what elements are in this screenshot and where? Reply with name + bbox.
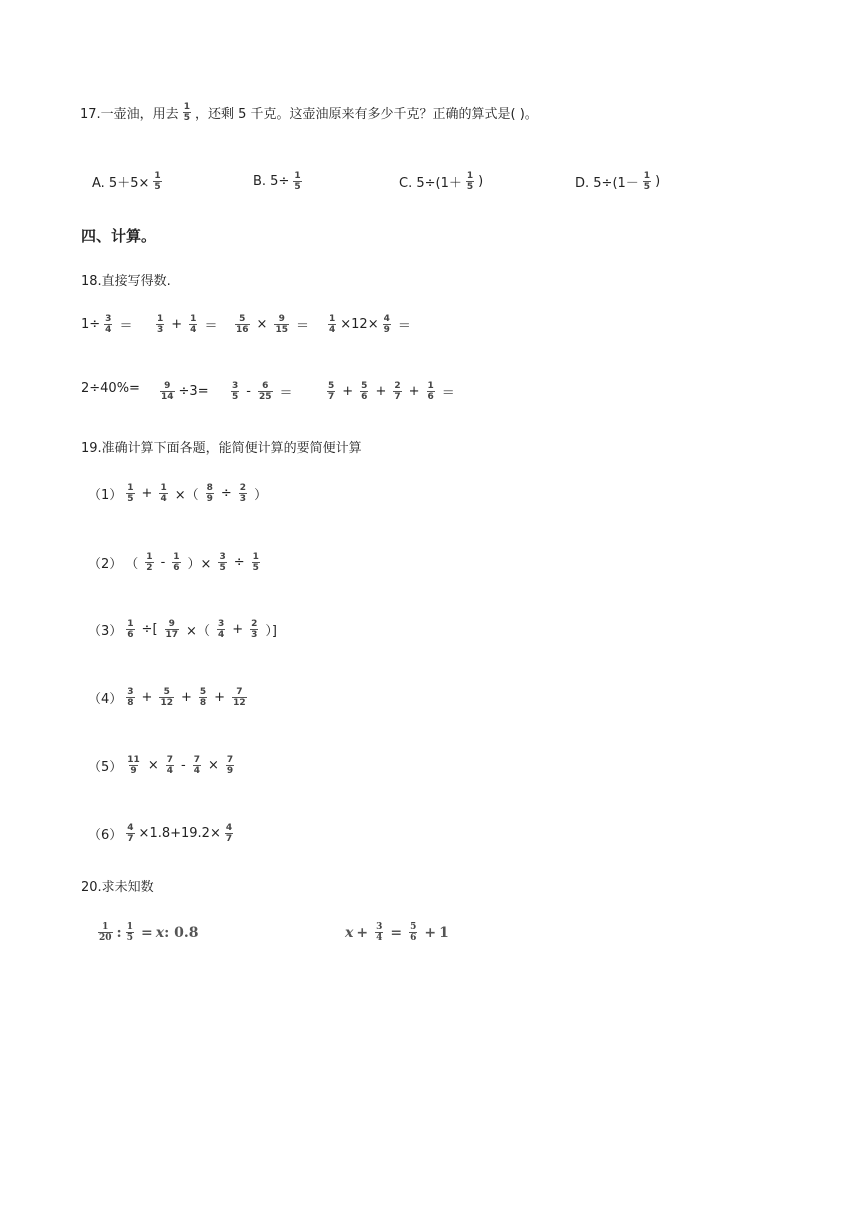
q18-row1-expr1 [81, 314, 135, 335]
numerator: 1 [160, 483, 167, 493]
math-text: ） [254, 488, 268, 503]
numerator: 1 [154, 171, 161, 181]
math-text: x [345, 924, 354, 941]
fraction [258, 381, 273, 402]
denominator: 7 [328, 392, 335, 402]
q17-option-d[interactable] [575, 171, 660, 192]
numerator: 3 [105, 314, 112, 324]
math-text: ×（ [174, 488, 199, 503]
numerator: 1 [294, 171, 301, 181]
fraction [98, 922, 113, 943]
math-text: + [408, 384, 420, 399]
denominator: 5 [294, 182, 301, 192]
fraction [409, 922, 417, 943]
numerator: 1 [252, 552, 259, 562]
q19-title: 19.准确计算下面各题，能简便计算的要简便计算 [81, 441, 362, 456]
numerator: 3 [232, 381, 239, 391]
denominator: 12 [160, 698, 173, 708]
numerator: 1 [466, 171, 474, 181]
denominator: 7 [225, 834, 233, 844]
denominator: 5 [466, 182, 474, 192]
fraction [153, 171, 161, 192]
math-text: + [214, 690, 226, 705]
denominator: 12 [233, 698, 246, 708]
numerator: 1 [127, 483, 134, 493]
denominator: 4 [329, 325, 336, 335]
math-text: ＝ [295, 319, 309, 334]
math-text: x [155, 924, 165, 941]
math-text: ÷[ [141, 622, 158, 637]
denominator: 9 [130, 766, 137, 776]
fraction [199, 687, 207, 708]
denominator: 6 [361, 392, 368, 402]
math-text: 1 [439, 924, 449, 941]
math-text: （2） [88, 557, 123, 572]
math-text: × [207, 758, 219, 773]
denominator: 9 [226, 766, 234, 776]
fraction [165, 619, 180, 640]
math-text: ÷ [220, 486, 232, 501]
numerator: 4 [383, 314, 390, 324]
denominator: 6 [173, 563, 180, 573]
numerator: 1 [329, 314, 336, 324]
fraction [250, 619, 258, 640]
denominator: 25 [258, 392, 272, 402]
denominator: 8 [199, 698, 207, 708]
fraction [232, 687, 247, 708]
denominator: 2 [146, 563, 153, 573]
math-text: + [232, 622, 244, 637]
q19-problem-2 [88, 552, 264, 573]
numerator: 8 [206, 483, 213, 493]
numerator: 9 [168, 619, 175, 629]
fraction [375, 922, 383, 943]
numerator: 3 [127, 687, 134, 697]
fraction [126, 687, 134, 708]
math-text: （6） [88, 828, 123, 843]
math-text: : 0.8 [164, 924, 199, 941]
numerator: 1 [427, 381, 434, 391]
math-text: × [147, 758, 159, 773]
denominator: 7 [394, 392, 401, 402]
option-text: D. 5÷(1－ [575, 176, 639, 191]
fraction [126, 483, 134, 504]
math-text: + [141, 690, 153, 705]
fraction [643, 171, 651, 192]
denominator: 6 [410, 933, 417, 943]
numerator: 7 [226, 755, 234, 765]
denominator: 20 [99, 933, 112, 943]
fraction [218, 552, 226, 573]
math-text: ）× [187, 557, 212, 572]
numerator: 1 [157, 314, 164, 324]
math-text: + [180, 690, 192, 705]
math-text: 2÷40%= [81, 381, 140, 396]
numerator: 3 [376, 922, 383, 932]
math-text: （3） [88, 624, 123, 639]
q17-option-c[interactable] [399, 171, 483, 192]
math-text: ＝ [441, 386, 455, 401]
numerator: 1 [643, 171, 651, 181]
numerator: 5 [239, 314, 246, 324]
fraction [159, 687, 174, 708]
q19-problem-3 [88, 619, 280, 640]
fraction [166, 755, 174, 776]
denominator: 5 [126, 933, 133, 943]
math-text: （4） [88, 692, 123, 707]
fraction [383, 314, 391, 335]
numerator: 1 [146, 552, 153, 562]
fraction [172, 552, 180, 573]
denominator: 3 [251, 630, 258, 640]
numerator: 1 [173, 552, 180, 562]
q18-row2-expr3 [227, 381, 296, 402]
math-text: ）] [265, 624, 277, 639]
q20-title: 20.求未知数 [81, 880, 154, 895]
denominator: 3 [239, 494, 247, 504]
fraction [226, 755, 234, 776]
denominator: 9 [383, 325, 390, 335]
q18-title: 18.直接写得数. [81, 274, 171, 289]
math-text: + [424, 924, 437, 941]
fraction [231, 381, 239, 402]
denominator: 5 [643, 182, 651, 192]
numerator: 5 [199, 687, 207, 697]
denominator: 4 [193, 766, 200, 776]
numerator: 7 [166, 755, 173, 765]
math-text: （5） [88, 760, 123, 775]
denominator: 5 [219, 563, 226, 573]
q19-problem-4 [88, 687, 251, 708]
math-text: 1÷ [81, 317, 101, 332]
fraction [466, 171, 474, 192]
denominator: 4 [376, 933, 383, 943]
math-text: + [356, 924, 369, 941]
numerator: 1 [127, 619, 134, 629]
q18-row2-expr2 [156, 381, 209, 402]
q17-option-a[interactable] [92, 171, 166, 192]
q20-equation-1 [94, 922, 198, 943]
denominator: 5 [232, 392, 239, 402]
fraction [183, 102, 191, 123]
fraction [293, 171, 301, 192]
q18-row1-expr3 [231, 314, 312, 335]
math-text: + [342, 384, 354, 399]
math-text: + [171, 317, 183, 332]
math-text: × [256, 317, 268, 332]
numerator: 11 [127, 755, 140, 765]
q18-row1-expr2 [152, 314, 220, 335]
fraction [239, 483, 247, 504]
math-text: ÷3= [178, 384, 209, 399]
q19-problem-1 [88, 483, 270, 504]
option-text: B. 5÷ [253, 174, 290, 189]
denominator: 5 [183, 113, 190, 123]
math-text: ×1.8+19.2× [138, 826, 221, 841]
math-text: - [160, 555, 166, 570]
numerator: 7 [193, 755, 200, 765]
q17-stem [80, 102, 538, 123]
math-text: ＝ [204, 319, 218, 334]
fraction [235, 314, 250, 335]
denominator: 8 [127, 698, 134, 708]
denominator: 4 [217, 630, 225, 640]
denominator: 6 [127, 630, 134, 640]
option-text-close: ) [655, 174, 661, 189]
denominator: 7 [127, 834, 134, 844]
fraction [225, 823, 233, 844]
fraction [126, 823, 134, 844]
fraction [427, 381, 435, 402]
math-text: ＝ [397, 319, 411, 334]
fraction [193, 755, 201, 776]
math-text: = [140, 924, 153, 941]
math-text: ＝ [119, 319, 133, 334]
fraction [126, 619, 134, 640]
math-text: + [375, 384, 387, 399]
q20-equation-2 [345, 922, 449, 943]
fraction [393, 381, 401, 402]
denominator: 4 [166, 766, 173, 776]
math-text: ×（ [186, 624, 210, 639]
numerator: 5 [361, 381, 368, 391]
numerator: 4 [225, 823, 233, 833]
fraction [104, 314, 112, 335]
fraction [126, 755, 141, 776]
fraction [145, 552, 153, 573]
math-text: : [116, 924, 122, 941]
denominator: 3 [157, 325, 164, 335]
math-text: ＝ [279, 386, 293, 401]
numerator: 9 [164, 381, 171, 391]
numerator: 6 [262, 381, 269, 391]
numerator: 9 [278, 314, 285, 324]
fraction [126, 922, 134, 943]
denominator: 5 [252, 563, 259, 573]
fraction [160, 381, 175, 402]
option-text: A. 5＋5× [92, 176, 150, 191]
denominator: 9 [206, 494, 213, 504]
denominator: 16 [236, 325, 249, 335]
math-text: ÷ [233, 555, 245, 570]
section-heading: 四、计算。 [81, 227, 157, 245]
numerator: 5 [328, 381, 335, 391]
numerator: 2 [239, 483, 247, 493]
math-text: （1） [88, 488, 123, 503]
q18-row1-expr4 [324, 314, 414, 335]
denominator: 15 [275, 325, 288, 335]
fraction [217, 619, 225, 640]
numerator: 2 [251, 619, 258, 629]
denominator: 5 [127, 494, 134, 504]
numerator: 7 [236, 687, 243, 697]
denominator: 4 [160, 494, 167, 504]
q17-stem-post: ，还剩 5 千克。这壶油原来有多少千克？正确的算式是( )。 [194, 107, 538, 122]
math-text: ×12× [340, 317, 379, 332]
denominator: 4 [190, 325, 197, 335]
option-text-close: ) [478, 174, 484, 189]
math-text: = [390, 924, 403, 941]
fraction [327, 381, 335, 402]
denominator: 14 [161, 392, 174, 402]
fraction [360, 381, 368, 402]
fraction [274, 314, 289, 335]
denominator: 17 [165, 630, 179, 640]
math-text: - [246, 384, 251, 399]
fraction [156, 314, 164, 335]
numerator: 1 [183, 102, 190, 112]
numerator: 3 [217, 619, 225, 629]
option-text: C. 5÷(1＋ [399, 176, 462, 191]
denominator: 6 [427, 392, 434, 402]
q19-problem-6 [88, 823, 237, 844]
numerator: 5 [163, 687, 170, 697]
denominator: 5 [154, 182, 161, 192]
q18-row2-expr1 [81, 381, 140, 396]
fraction [328, 314, 336, 335]
fraction [206, 483, 214, 504]
numerator: 4 [127, 823, 134, 833]
numerator: 1 [190, 314, 197, 324]
numerator: 5 [410, 922, 417, 932]
numerator: 3 [219, 552, 226, 562]
fraction [159, 483, 167, 504]
denominator: 4 [105, 325, 112, 335]
fraction [252, 552, 260, 573]
q19-problem-5 [88, 755, 238, 776]
fraction [189, 314, 197, 335]
q18-row2-expr4 [323, 381, 458, 402]
q17-stem-pre: 17.一壶油，用去 [80, 107, 179, 122]
math-text: - [180, 758, 186, 773]
numerator: 1 [126, 922, 133, 932]
q17-option-b[interactable] [253, 171, 306, 192]
numerator: 1 [102, 922, 109, 932]
math-text: （ [125, 557, 139, 572]
math-text: + [141, 486, 153, 501]
numerator: 2 [394, 381, 401, 391]
